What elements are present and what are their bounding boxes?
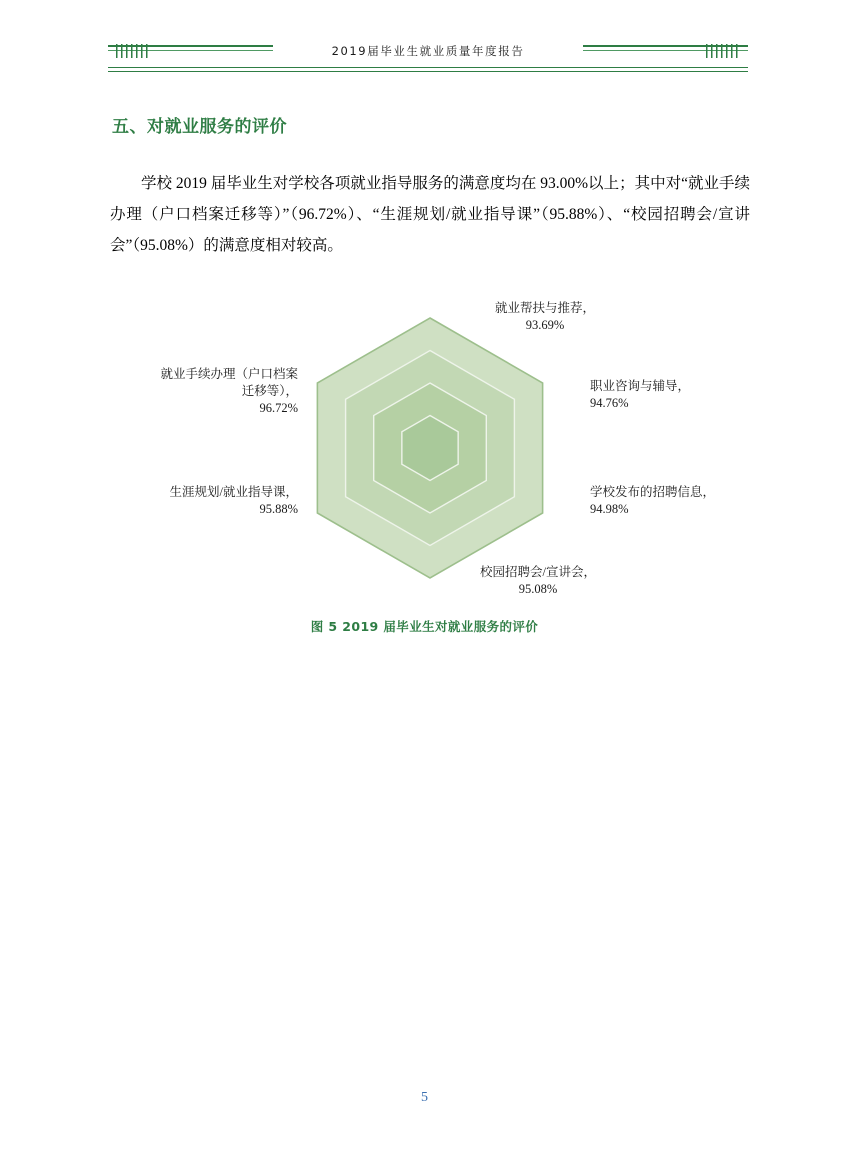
radar-svg (280, 298, 580, 598)
page-number: 5 (421, 1090, 428, 1105)
body-paragraph: 学校 2019 届毕业生对学校各项就业指导服务的满意度均在 93.00%以上；其中对“就业手续办理（户口档案迁移等）”（96.72%）、“生涯规划/就业指导课”（95.88%）、“校园招聘会/宣讲会”（95.08%）的满意度相对较高。 (110, 175, 750, 254)
radar-label-career-counseling: 职业咨询与辅导， 94.76% (590, 379, 691, 410)
radar-label-campus-job-fair: 校园招聘会/宣讲会， 95.08% (480, 565, 596, 596)
header-title: 2019届毕业生就业质量年度报告 (331, 44, 525, 58)
header-hatch-right-icon (706, 44, 740, 58)
header-hatch-left-icon (116, 44, 150, 58)
figure-caption: 图 5 2019 届毕业生对就业服务的评价 (310, 619, 539, 634)
radar-label-employment-procedures: 就业手续办理（户口档案 迁移等）， 96.72% (160, 367, 298, 415)
radar-label-employment-support: 就业帮扶与推荐， 93.69% (494, 301, 595, 332)
section-heading: 五、对就业服务的评价 (112, 117, 287, 137)
radar-label-career-planning-course: 生涯规划/就业指导课， 95.88% (169, 485, 298, 516)
radar-label-recruitment-info: 学校发布的招聘信息， 94.98% (590, 485, 716, 516)
header-underline (108, 71, 748, 73)
header-underline-secondary (108, 67, 748, 68)
page-header (108, 38, 748, 72)
radar-chart (110, 288, 750, 608)
radar-plot (280, 298, 580, 598)
